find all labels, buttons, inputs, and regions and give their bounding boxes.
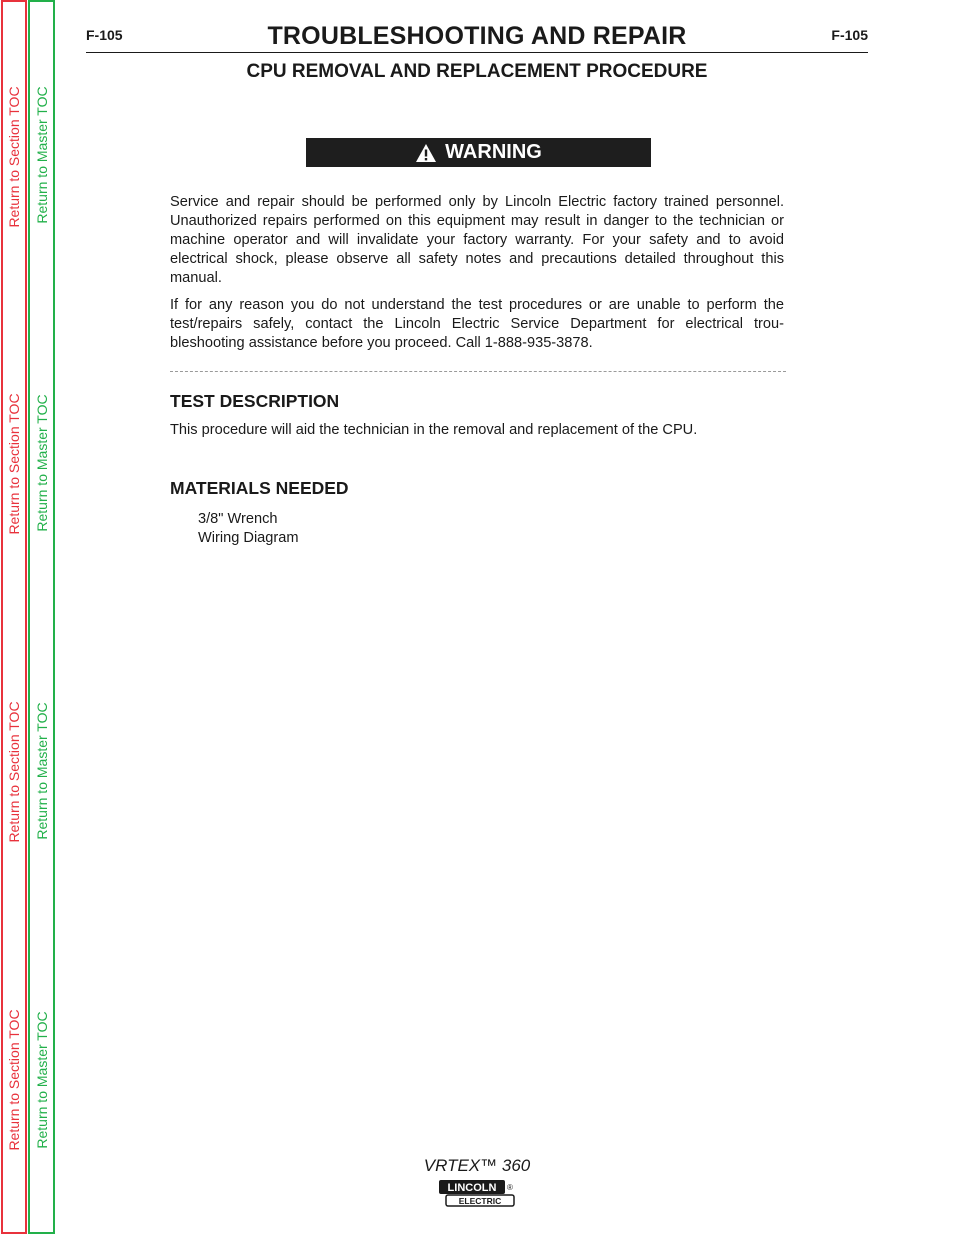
page-title: TROUBLESHOOTING AND REPAIR [267, 22, 687, 50]
master-toc-strip [28, 0, 55, 1234]
test-description-heading: TEST DESCRIPTION [170, 391, 340, 411]
warning-banner [306, 138, 651, 167]
warning-label: WARNING [445, 141, 542, 163]
warning-triangle-icon [415, 143, 437, 163]
list-item: 3/8" Wrench [198, 511, 278, 527]
warning-paragraph: Service and repair should be performed only by Lincoln Electric factory trained personnel. Unauthorized repairs performed on this equipment may result in danger to the technician or machine operator and will invalidate your factory warranty. For your safety and to avoid electrical shock, please observe all safety notes and precautions detailed throughout this manual. [170, 194, 784, 286]
logo-registered-mark: ® [507, 1183, 513, 1192]
procedure-title: CPU REMOVAL AND REPLACEMENT PROCEDURE [246, 61, 708, 82]
return-to-master-toc-link[interactable]: Return to Master TOC [33, 702, 50, 840]
materials-heading: MATERIALS NEEDED [170, 478, 349, 498]
logo-bottom-text: ELECTRIC [458, 1196, 502, 1206]
page-number: F-105 [831, 27, 868, 43]
section-divider [170, 371, 786, 372]
section-toc-strip [1, 0, 27, 1234]
return-to-section-toc-link[interactable]: Return to Section TOC [6, 393, 22, 535]
product-name: VRTEX™ 360 [423, 1156, 531, 1175]
return-to-section-toc-link[interactable]: Return to Section TOC [6, 86, 22, 228]
header-divider [86, 52, 868, 53]
logo-top-text: LINCOLN [447, 1182, 497, 1194]
return-to-master-toc-link[interactable]: Return to Master TOC [33, 394, 50, 532]
return-to-master-toc-link[interactable]: Return to Master TOC [33, 86, 50, 224]
lincoln-electric-logo [438, 1179, 516, 1208]
test-description-text: This procedure will aid the technician in the removal and replacement of the CPU. [170, 422, 698, 438]
return-to-section-toc-link[interactable]: Return to Section TOC [6, 1009, 22, 1151]
warning-paragraph: If for any reason you do not understand the test procedures or are unable to perform the test/repairs safely, contact the Lincoln Electric Service Department for electrical trou-bleshooting assistance before you proceed. Call 1-888-935-3878. [170, 297, 784, 351]
return-to-section-toc-link[interactable]: Return to Section TOC [6, 701, 22, 843]
materials-list [198, 510, 299, 548]
page-number: F-105 [86, 27, 123, 43]
return-to-master-toc-link[interactable]: Return to Master TOC [33, 1011, 50, 1149]
list-item: Wiring Diagram [198, 530, 299, 546]
